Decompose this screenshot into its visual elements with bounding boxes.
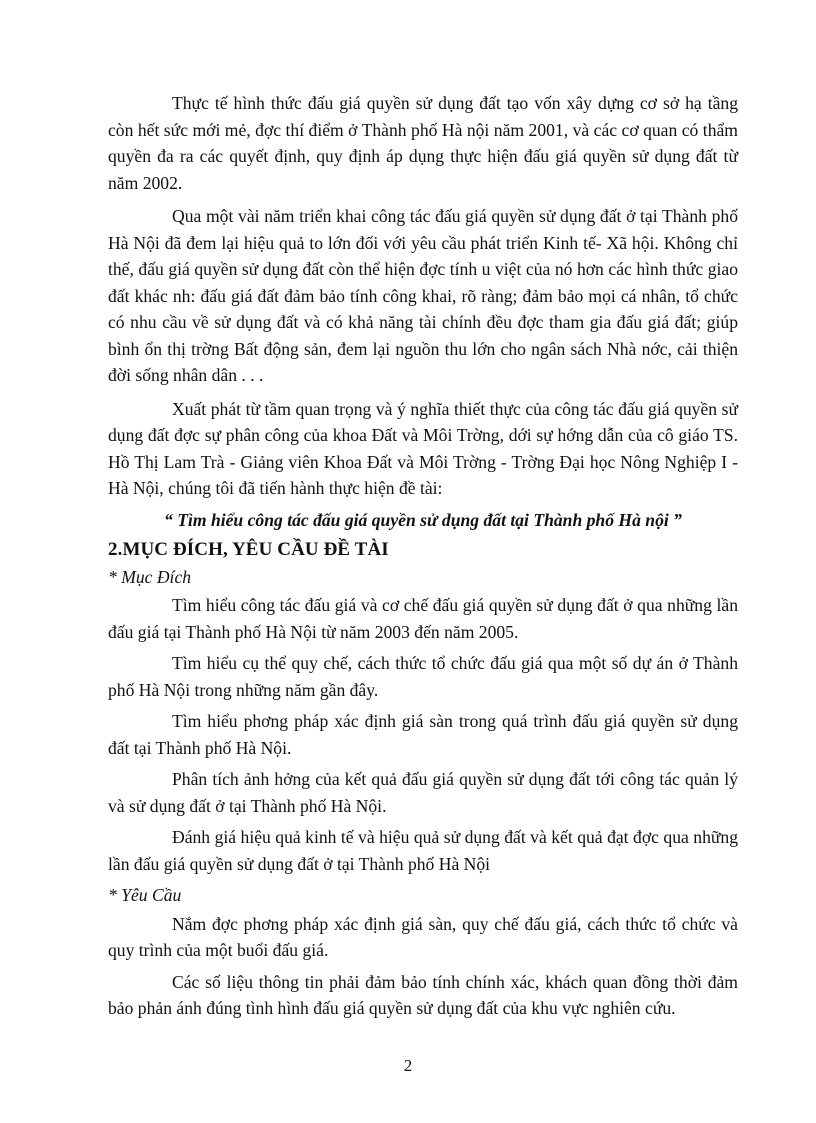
purpose-label: * Mục Đích (108, 566, 192, 587)
intro-paragraph-3: Xuất phát từ tầm quan trọng và ý nghĩa thiết thực của công tác đấu giá quyền sử dụng đất đợc sự phân công của khoa Đất và Môi Trờng, dới sự hớng dẫn của cô giáo TS. Hồ Thị Lam Trà - Giảng viên Khoa Đất và Môi Trờng - Trờng Đại học Nông Nghiệp I - Hà Nội, chúng tôi đã tiến hành thực hiện đề tài: (108, 398, 738, 498)
requirement-paragraph-1: Nắm đợc phơng pháp xác định giá sàn, quy chế đấu giá, cách thức tổ chức và quy trình của một buổi đấu giá. (108, 913, 738, 960)
page-number: 2 (403, 1056, 413, 1075)
intro-paragraph-1: Thực tế hình thức đấu giá quyền sử dụng đất tạo vốn xây dựng cơ sở hạ tầng còn hết sức mới mẻ, đợc thí điểm ở Thành phố Hà nội năm 2001, và các cơ quan có thẩm quyền đa ra các quyết định, quy định áp dụng thực hiện đấu giá quyền sử dụng đất từ năm 2002. (108, 93, 738, 193)
section-heading: 2.MỤC ĐÍCH, YÊU CẦU ĐỀ TÀI (108, 539, 389, 560)
purpose-paragraph-4: Phân tích ảnh hởng của kết quả đấu giá quyền sử dụng đất tới công tác quản lý và sử dụng đất ở tại Thành phố Hà Nội. (108, 769, 738, 816)
purpose-paragraph-5: Đánh giá hiệu quả kinh tế và hiệu quả sử dụng đất và kết quả đạt đợc qua những lần đấu giá quyền sử dụng đất ở tại Thành phố Hà Nội (108, 827, 738, 874)
thesis-title: “ Tìm hiểu công tác đấu giá quyền sử dụng đất tại Thành phố Hà nội ” (164, 509, 682, 530)
purpose-paragraph-2: Tìm hiểu cụ thể quy chế, cách thức tổ chức đấu giá qua một số dự án ở Thành phố Hà Nội trong những năm gần đây. (108, 653, 738, 700)
purpose-paragraph-3: Tìm hiểu phơng pháp xác định giá sàn trong quá trình đấu giá quyền sử dụng đất tại Thành phố Hà Nội. (108, 711, 738, 758)
requirement-paragraph-2: Các số liệu thông tin phải đảm bảo tính chính xác, khách quan đồng thời đảm bảo phản ánh đúng tình hình đấu giá quyền sử dụng đất của khu vực nghiên cứu. (108, 971, 738, 1018)
intro-paragraph-2: Qua một vài năm triển khai công tác đấu giá quyền sử dụng đất ở tại Thành phố Hà Nội đã đem lại hiệu quả to lớn đối với yêu cầu phát triển Kinh tế- Xã hội. Không chỉ thế, đấu giá quyền sử dụng đất còn thể hiện đợc tính u việt của nó hơn các hình thức giao đất khác nh: đấu giá đất đảm bảo tính công khai, rõ ràng; đảm bảo mọi cá nhân, tổ chức có nhu cầu về sử dụng đất và có khả năng tài chính đều đợc tham gia đấu giá đất; giúp bình ổn thị trờng Bất động sản, đem lại nguồn thu lớn cho ngân sách Nhà nớc, cải thiện đời sống nhân dân . . . (108, 206, 738, 385)
page-body (108, 90, 738, 1027)
purpose-paragraph-1: Tìm hiểu công tác đấu giá và cơ chế đấu giá quyền sử dụng đất ở qua những lần đấu giá tại Thành phố Hà Nội từ năm 2003 đến năm 2005. (108, 595, 738, 642)
requirement-label: * Yêu Cầu (108, 885, 182, 905)
